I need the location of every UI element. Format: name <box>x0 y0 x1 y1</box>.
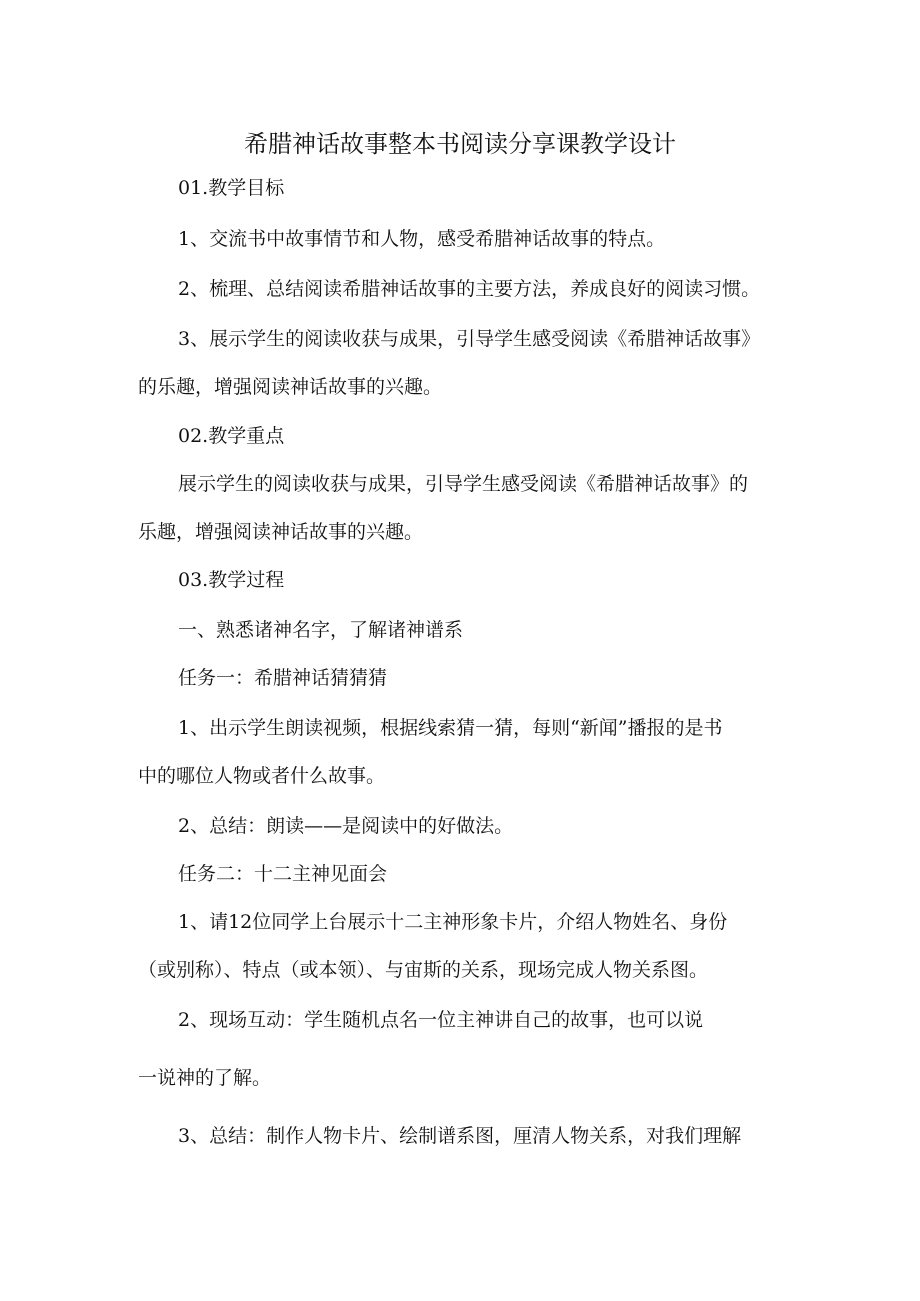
section-heading: 03.教学过程 <box>178 569 285 591</box>
paragraph-line: 中的哪位人物或者什么故事。 <box>138 765 386 787</box>
paragraph-line: 2、总结：朗读——是阅读中的好做法。 <box>178 815 514 837</box>
document-title: 希腊神话故事整本书阅读分享课教学设计 <box>244 130 676 158</box>
paragraph-line: 展示学生的阅读收获与成果，引导学生感受阅读《希腊神话故事》的 <box>178 473 749 495</box>
section-heading: 02.教学重点 <box>178 425 285 447</box>
section-heading: 01.教学目标 <box>178 177 285 199</box>
paragraph-line: 1、交流书中故事情节和人物，感受希腊神话故事的特点。 <box>178 228 666 250</box>
paragraph-line: 3、总结：制作人物卡片、绘制谱系图，厘清人物关系，对我们理解 <box>178 1125 742 1147</box>
paragraph-line: 1、出示学生朗读视频，根据线索猜一猜，每则“新闻”播报的是书 <box>178 717 723 739</box>
paragraph-line: 任务一：希腊神话猜猜猜 <box>178 667 388 689</box>
paragraph-line: 一、熟悉诸神名字，了解诸神谱系 <box>178 619 464 641</box>
paragraph-line: 乐趣，增强阅读神话故事的兴趣。 <box>138 521 424 543</box>
paragraph-line: 2、现场互动：学生随机点名一位主神讲自己的故事，也可以说 <box>178 1009 704 1031</box>
paragraph-line: 3、展示学生的阅读收获与成果，引导学生感受阅读《希腊神话故事》 <box>178 328 761 350</box>
paragraph-line: 2、梳理、总结阅读希腊神话故事的主要方法，养成良好的阅读习惯。 <box>178 278 761 300</box>
paragraph-line: 的乐趣，增强阅读神话故事的兴趣。 <box>138 376 443 398</box>
paragraph-line: 1、请12位同学上台展示十二主神形象卡片，介绍人物姓名、身份 <box>178 911 728 933</box>
paragraph-line: 一说神的了解。 <box>138 1067 272 1089</box>
paragraph-line: 任务二：十二主神见面会 <box>178 863 388 885</box>
paragraph-line: （或别称）、特点（或本领）、与宙斯的关系，现场完成人物关系图。 <box>138 959 709 981</box>
